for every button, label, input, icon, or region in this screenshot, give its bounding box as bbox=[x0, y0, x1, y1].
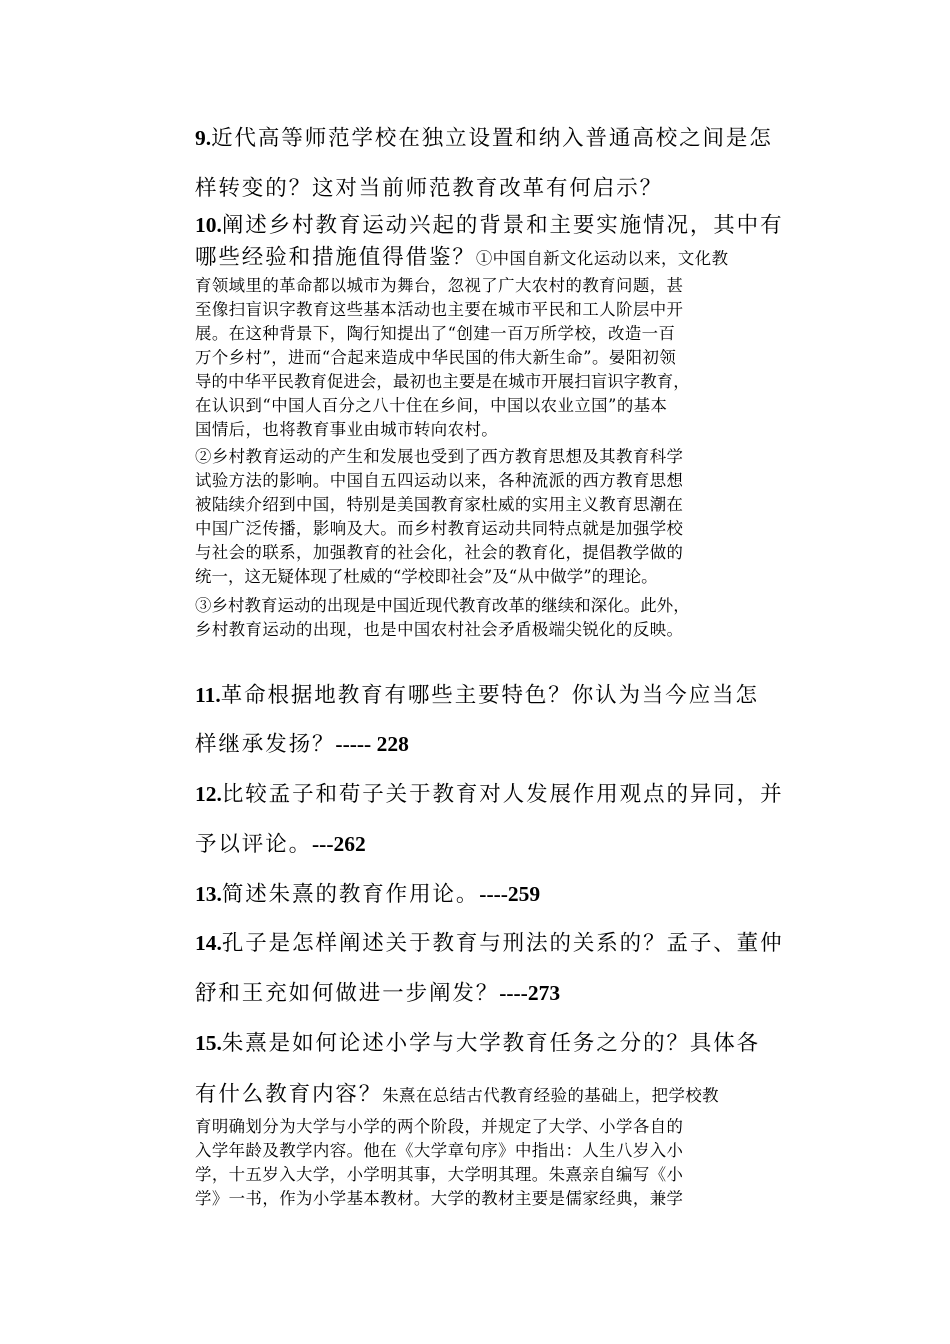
q12-number: 12. bbox=[195, 782, 222, 806]
q10-line-2 bbox=[195, 240, 728, 271]
q15-text-2: 有什么教育内容？ bbox=[195, 1082, 383, 1107]
q10-answer-line: 乡村教育运动的出现，也是中国农村社会矛盾极端尖锐化的反映。 bbox=[195, 620, 684, 639]
q11-page-ref: ----- 228 bbox=[335, 732, 409, 756]
q14-line-1 bbox=[195, 926, 783, 957]
q14-text-1: 孔子是怎样阐述关于教育与刑法的关系的？孟子、董仲 bbox=[221, 931, 784, 956]
q12-line-1 bbox=[195, 777, 783, 808]
q14-page-ref: ----273 bbox=[499, 981, 561, 1005]
q11-text-2: 样继承发扬？ bbox=[195, 732, 336, 757]
q10-answer-start: ①中国自新文化运动以来，文化教 bbox=[475, 249, 729, 268]
q14-line-2 bbox=[195, 976, 560, 1007]
q9-text-1: 近代高等师范学校在独立设置和纳入普通高校之间是怎 bbox=[211, 126, 773, 151]
q15-answer-line: 育明确划分为大学与小学的两个阶段，并规定了大学、小学各自的 bbox=[195, 1117, 684, 1136]
q15-answer-line: 入学年龄及教学内容。他在《大学章句序》中指出：人生八岁入小 bbox=[195, 1141, 684, 1160]
q13-text-1: 简述朱熹的教育作用论。 bbox=[221, 882, 480, 907]
q10-answer-line: 万个乡村”，进而“合起来造成中华民国的伟大新生命”。晏阳初领 bbox=[195, 348, 677, 367]
q10-answer-line: ③乡村教育运动的出现是中国近现代教育改革的继续和深化。此外， bbox=[195, 596, 690, 615]
q15-text-1: 朱熹是如何论述小学与大学教育任务之分的？具体各 bbox=[221, 1031, 761, 1056]
q11-line-2 bbox=[195, 727, 409, 758]
q10-answer-line: 中国广泛传播，影响及大。而乡村教育运动共同特点就是加强学校 bbox=[195, 519, 684, 538]
q15-number: 15. bbox=[195, 1031, 222, 1055]
q9-line-2 bbox=[195, 171, 663, 202]
q13-page-ref: ----259 bbox=[479, 882, 541, 906]
q14-text-2: 舒和王充如何做进一步阐发？ bbox=[195, 981, 500, 1006]
q11-line-1 bbox=[195, 678, 759, 709]
q12-page-ref: ---262 bbox=[312, 832, 366, 856]
q10-answer-line: 展。在这种背景下，陶行知提出了“创建一百万所学校，改造一百 bbox=[195, 324, 676, 343]
q10-answer-line: ②乡村教育运动的产生和发展也受到了西方教育思想及其教育科学 bbox=[195, 447, 684, 466]
q12-line-2 bbox=[195, 827, 366, 858]
q10-answer-line: 至像扫盲识字教育这些基本活动也主要在城市平民和工人阶层中开 bbox=[195, 300, 684, 319]
q10-answer-line: 统一，这无疑体现了杜威的“学校即社会”及“从中做学”的理论。 bbox=[195, 567, 658, 586]
q10-answer-line: 国情后，也将教育事业由城市转向农村。 bbox=[195, 420, 499, 439]
q10-number: 10. bbox=[195, 213, 222, 237]
q15-line-2 bbox=[195, 1077, 719, 1108]
q9-text-2: 样转变的？这对当前师范教育改革有何启示？ bbox=[195, 176, 664, 201]
q11-text-1: 革命根据地教育有哪些主要特色？你认为当今应当怎 bbox=[220, 683, 759, 708]
q12-text-1: 比较孟子和荀子关于教育对人发展作用观点的异同，并 bbox=[221, 782, 784, 807]
q15-answer-line: 学》一书，作为小学基本教材。大学的教材主要是儒家经典，兼学 bbox=[195, 1189, 684, 1208]
q10-text-2: 哪些经验和措施值得借鉴？ bbox=[195, 245, 476, 270]
q10-answer-line: 与社会的联系，加强教育的社会化，社会的教育化，提倡教学做的 bbox=[195, 543, 684, 562]
q12-text-2: 予以评论。 bbox=[195, 832, 313, 857]
q10-answer-line: 试验方法的影响。中国自五四运动以来，各种流派的西方教育思想 bbox=[195, 471, 684, 490]
q10-answer-line: 被陆续介绍到中国，特别是美国教育家杜威的实用主义教育思潮在 bbox=[195, 495, 684, 514]
q10-answer-line: 在认识到“中国人百分之八十住在乡间，中国以农业立国”的基本 bbox=[195, 396, 668, 415]
q10-answer-line: 导的中华平民教育促进会，最初也主要是在城市开展扫盲识字教育， bbox=[195, 372, 690, 391]
q9-number: 9. bbox=[195, 126, 212, 150]
q13-line-1 bbox=[195, 877, 540, 908]
q10-text-1: 阐述乡村教育运动兴起的背景和主要实施情况，其中有 bbox=[221, 213, 784, 238]
q14-number: 14. bbox=[195, 931, 222, 955]
q15-answer-start: 朱熹在总结古代教育经验的基础上，把学校教 bbox=[382, 1086, 720, 1105]
q13-number: 13. bbox=[195, 882, 222, 906]
q15-answer-line: 学，十五岁入大学，小学明其事，大学明其理。朱熹亲自编写《小 bbox=[195, 1165, 684, 1184]
q9-line-1 bbox=[195, 121, 773, 152]
q15-line-1 bbox=[195, 1026, 760, 1057]
q10-answer-line: 育领域里的革命都以城市为舞台，忽视了广大农村的教育问题，甚 bbox=[195, 276, 684, 295]
q11-number: 11. bbox=[195, 683, 221, 707]
q10-line-1 bbox=[195, 208, 783, 239]
